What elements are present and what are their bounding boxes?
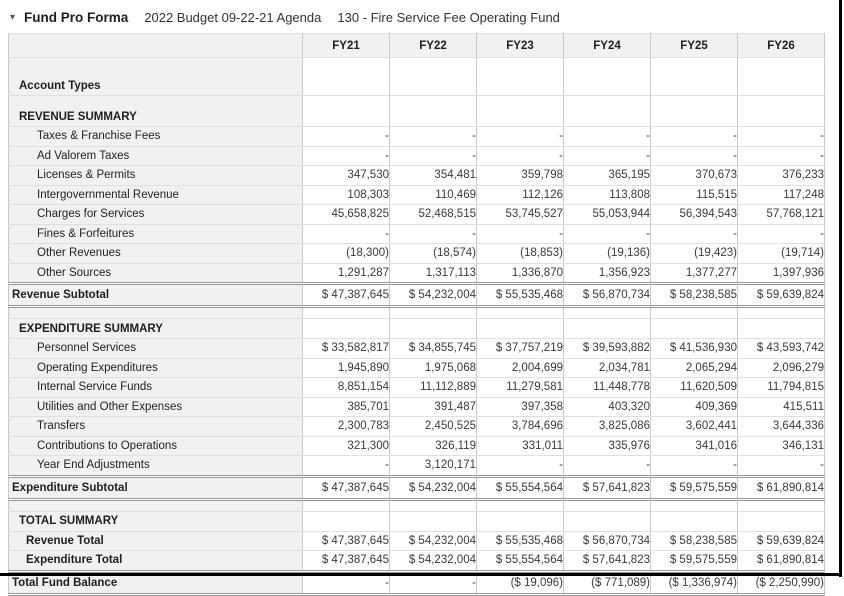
value-cell-fy25: 341,016	[651, 436, 738, 456]
value-cell-fy21: 1,291,287	[303, 263, 390, 284]
value-cell-fy26: -	[738, 456, 825, 477]
value-cell-fy25	[651, 96, 738, 127]
value-cell-fy23: -	[477, 146, 564, 166]
row-label-cell: Expenditure Subtotal	[9, 476, 303, 499]
value-cell-fy25: $ 59,575,559	[651, 476, 738, 499]
value-cell-fy26: $ 61,890,814	[738, 551, 825, 572]
value-cell-fy22: 354,481	[390, 166, 477, 186]
value-cell-fy24: -	[564, 456, 651, 477]
value-cell-fy21	[303, 96, 390, 127]
value-cell-fy21: $ 47,387,645	[303, 476, 390, 499]
value-cell-fy26: -	[738, 127, 825, 147]
value-cell-fy22: 326,119	[390, 436, 477, 456]
value-cell-fy24	[564, 499, 651, 511]
window-right-edge	[839, 0, 842, 577]
row-label-cell: Transfers	[9, 417, 303, 437]
value-cell-fy25: 370,673	[651, 166, 738, 186]
table-row-utilities-and-other-expenses	[9, 397, 825, 417]
value-cell-fy24	[564, 511, 651, 531]
value-cell-fy24: 55,053,944	[564, 205, 651, 225]
value-cell-fy22: 1,975,068	[390, 358, 477, 378]
value-cell-fy24: 2,034,781	[564, 358, 651, 378]
value-cell-fy21: $ 47,387,645	[303, 531, 390, 551]
value-cell-fy21: 45,658,825	[303, 205, 390, 225]
column-header-fy25: FY25	[651, 34, 738, 58]
table-row-spacer	[9, 307, 825, 319]
value-cell-fy21: $ 33,582,817	[303, 339, 390, 359]
fund-table-body	[9, 58, 825, 595]
value-cell-fy24: $ 56,870,734	[564, 531, 651, 551]
row-label-cell: Account Types	[9, 58, 303, 96]
value-cell-fy23	[477, 511, 564, 531]
value-cell-fy23: (18,853)	[477, 244, 564, 264]
value-cell-fy22: -	[390, 571, 477, 594]
value-cell-fy26: -	[738, 146, 825, 166]
table-row-licenses-permits	[9, 166, 825, 186]
value-cell-fy26	[738, 319, 825, 339]
value-cell-fy26	[738, 499, 825, 511]
value-cell-fy22: $ 54,232,004	[390, 284, 477, 307]
table-row-revenue-subtotal	[9, 284, 825, 307]
corner-header-cell	[9, 34, 303, 58]
row-label-cell: Fines & Forfeitures	[9, 224, 303, 244]
value-cell-fy25	[651, 319, 738, 339]
value-cell-fy22: 1,317,113	[390, 263, 477, 284]
value-cell-fy25: 1,377,277	[651, 263, 738, 284]
value-cell-fy21: -	[303, 224, 390, 244]
value-cell-fy26: 57,768,121	[738, 205, 825, 225]
row-label-cell: TOTAL SUMMARY	[9, 511, 303, 531]
value-cell-fy24	[564, 58, 651, 96]
value-cell-fy25	[651, 511, 738, 531]
value-cell-fy26: 346,131	[738, 436, 825, 456]
value-cell-fy21: 385,701	[303, 397, 390, 417]
value-cell-fy23	[477, 499, 564, 511]
value-cell-fy26: (19,714)	[738, 244, 825, 264]
value-cell-fy22: 2,450,525	[390, 417, 477, 437]
value-cell-fy24: 365,195	[564, 166, 651, 186]
column-header-fy23: FY23	[477, 34, 564, 58]
value-cell-fy22: $ 34,855,745	[390, 339, 477, 359]
row-label-cell: Licenses & Permits	[9, 166, 303, 186]
value-cell-fy24: $ 39,593,882	[564, 339, 651, 359]
value-cell-fy24: -	[564, 146, 651, 166]
value-cell-fy25: 56,394,543	[651, 205, 738, 225]
value-cell-fy23: 1,336,870	[477, 263, 564, 284]
value-cell-fy25: 409,369	[651, 397, 738, 417]
value-cell-fy24: 403,320	[564, 397, 651, 417]
value-cell-fy24: $ 57,641,823	[564, 551, 651, 572]
value-cell-fy25: -	[651, 146, 738, 166]
value-cell-fy26: 11,794,815	[738, 378, 825, 398]
value-cell-fy23	[477, 319, 564, 339]
value-cell-fy22: 52,468,515	[390, 205, 477, 225]
row-label-cell: Intergovernmental Revenue	[9, 185, 303, 205]
table-row-intergovernmental-revenue	[9, 185, 825, 205]
table-row-transfers	[9, 417, 825, 437]
value-cell-fy22	[390, 96, 477, 127]
value-cell-fy26: 117,248	[738, 185, 825, 205]
value-cell-fy21: -	[303, 127, 390, 147]
value-cell-fy24: -	[564, 224, 651, 244]
value-cell-fy26: -	[738, 224, 825, 244]
report-title: Fund Pro Forma	[24, 9, 129, 25]
value-cell-fy22	[390, 307, 477, 319]
value-cell-fy21	[303, 307, 390, 319]
value-cell-fy24	[564, 96, 651, 127]
table-row-revenue-total	[9, 531, 825, 551]
value-cell-fy23: 397,358	[477, 397, 564, 417]
value-cell-fy21: 321,300	[303, 436, 390, 456]
value-cell-fy26: $ 61,890,814	[738, 476, 825, 499]
row-label-cell: Ad Valorem Taxes	[9, 146, 303, 166]
table-row-expenditure-total	[9, 551, 825, 572]
value-cell-fy22: $ 54,232,004	[390, 551, 477, 572]
value-cell-fy26: $ 59,639,824	[738, 284, 825, 307]
row-label-cell: Total Fund Balance	[9, 571, 303, 594]
row-label-cell: Charges for Services	[9, 205, 303, 225]
budget-name: 2022 Budget 09-22-21 Agenda	[144, 9, 322, 25]
value-cell-fy21: 1,945,890	[303, 358, 390, 378]
value-cell-fy23: -	[477, 127, 564, 147]
column-header-fy26: FY26	[738, 34, 825, 58]
value-cell-fy24: 1,356,923	[564, 263, 651, 284]
row-label-cell: Personnel Services	[9, 339, 303, 359]
table-row-expenditure-summary	[9, 319, 825, 339]
row-label-cell: Year End Adjustments	[9, 456, 303, 477]
value-cell-fy25	[651, 307, 738, 319]
value-cell-fy22: (18,574)	[390, 244, 477, 264]
value-cell-fy26	[738, 307, 825, 319]
value-cell-fy23: 359,798	[477, 166, 564, 186]
value-cell-fy23: $ 55,535,468	[477, 284, 564, 307]
value-cell-fy25: 3,602,441	[651, 417, 738, 437]
value-cell-fy21: -	[303, 456, 390, 477]
value-cell-fy24	[564, 307, 651, 319]
value-cell-fy24: ($ 771,089)	[564, 571, 651, 594]
row-label-cell: Utilities and Other Expenses	[9, 397, 303, 417]
row-label-cell: Contributions to Operations	[9, 436, 303, 456]
value-cell-fy23: $ 37,757,219	[477, 339, 564, 359]
value-cell-fy22: 110,469	[390, 185, 477, 205]
value-cell-fy22	[390, 58, 477, 96]
column-header-fy22: FY22	[390, 34, 477, 58]
report-titlebar	[10, 7, 576, 27]
value-cell-fy22: 11,112,889	[390, 378, 477, 398]
value-cell-fy25: (19,423)	[651, 244, 738, 264]
table-row-expenditure-subtotal	[9, 476, 825, 499]
row-label-cell: Expenditure Total	[9, 551, 303, 572]
column-header-row	[9, 34, 825, 58]
value-cell-fy22: 3,120,171	[390, 456, 477, 477]
value-cell-fy21: $ 47,387,645	[303, 284, 390, 307]
value-cell-fy24	[564, 319, 651, 339]
window-bottom-edge	[0, 573, 842, 576]
row-label-cell: Revenue Total	[9, 531, 303, 551]
value-cell-fy22: -	[390, 127, 477, 147]
value-cell-fy23: 331,011	[477, 436, 564, 456]
value-cell-fy21	[303, 499, 390, 511]
table-row-ad-valorem-taxes	[9, 146, 825, 166]
fund-name: 130 - Fire Service Fee Operating Fund	[337, 9, 560, 25]
row-label-cell: Operating Expenditures	[9, 358, 303, 378]
value-cell-fy22: $ 54,232,004	[390, 531, 477, 551]
value-cell-fy21: 8,851,154	[303, 378, 390, 398]
value-cell-fy24: 113,808	[564, 185, 651, 205]
table-row-account-types	[9, 58, 825, 96]
value-cell-fy23	[477, 307, 564, 319]
row-label-cell: REVENUE SUMMARY	[9, 96, 303, 127]
value-cell-fy23: -	[477, 456, 564, 477]
value-cell-fy25: ($ 1,336,974)	[651, 571, 738, 594]
value-cell-fy23: 2,004,699	[477, 358, 564, 378]
value-cell-fy21: 347,530	[303, 166, 390, 186]
value-cell-fy22: 391,487	[390, 397, 477, 417]
value-cell-fy24: -	[564, 127, 651, 147]
row-label-cell: EXPENDITURE SUMMARY	[9, 319, 303, 339]
table-row-fines-forfeitures	[9, 224, 825, 244]
value-cell-fy25: -	[651, 224, 738, 244]
value-cell-fy23: ($ 19,096)	[477, 571, 564, 594]
value-cell-fy23	[477, 96, 564, 127]
value-cell-fy21	[303, 511, 390, 531]
table-row-charges-for-services	[9, 205, 825, 225]
value-cell-fy23	[477, 58, 564, 96]
column-header-fy24: FY24	[564, 34, 651, 58]
value-cell-fy21: 2,300,783	[303, 417, 390, 437]
table-row-taxes-franchise-fees	[9, 127, 825, 147]
value-cell-fy23: 11,279,581	[477, 378, 564, 398]
value-cell-fy26: $ 43,593,742	[738, 339, 825, 359]
value-cell-fy23: $ 55,535,468	[477, 531, 564, 551]
value-cell-fy24: $ 57,641,823	[564, 476, 651, 499]
value-cell-fy25: $ 58,238,585	[651, 531, 738, 551]
value-cell-fy26: 376,233	[738, 166, 825, 186]
value-cell-fy25: -	[651, 456, 738, 477]
value-cell-fy21: 108,303	[303, 185, 390, 205]
value-cell-fy23: 3,784,696	[477, 417, 564, 437]
value-cell-fy26	[738, 96, 825, 127]
value-cell-fy24: 3,825,086	[564, 417, 651, 437]
value-cell-fy26: 3,644,336	[738, 417, 825, 437]
value-cell-fy26	[738, 58, 825, 96]
value-cell-fy26: ($ 2,250,990)	[738, 571, 825, 594]
row-label-cell	[9, 499, 303, 511]
value-cell-fy23: 112,126	[477, 185, 564, 205]
value-cell-fy26: $ 59,639,824	[738, 531, 825, 551]
value-cell-fy22: $ 54,232,004	[390, 476, 477, 499]
row-label-cell	[9, 307, 303, 319]
value-cell-fy25: 11,620,509	[651, 378, 738, 398]
table-row-other-sources	[9, 263, 825, 284]
row-label-cell: Other Revenues	[9, 244, 303, 264]
value-cell-fy25: 115,515	[651, 185, 738, 205]
value-cell-fy21	[303, 319, 390, 339]
value-cell-fy22	[390, 499, 477, 511]
value-cell-fy23: $ 55,554,564	[477, 551, 564, 572]
row-label-cell: Internal Service Funds	[9, 378, 303, 398]
value-cell-fy24: $ 56,870,734	[564, 284, 651, 307]
value-cell-fy26: 415,511	[738, 397, 825, 417]
value-cell-fy26: 1,397,936	[738, 263, 825, 284]
row-label-cell: Taxes & Franchise Fees	[9, 127, 303, 147]
table-row-total-summary	[9, 511, 825, 531]
value-cell-fy22: -	[390, 224, 477, 244]
table-row-spacer	[9, 499, 825, 511]
row-label-cell: Revenue Subtotal	[9, 284, 303, 307]
value-cell-fy24: 11,448,778	[564, 378, 651, 398]
value-cell-fy24: 335,976	[564, 436, 651, 456]
value-cell-fy21: -	[303, 571, 390, 594]
value-cell-fy22: -	[390, 146, 477, 166]
table-row-contributions-to-operations	[9, 436, 825, 456]
value-cell-fy25: 2,065,294	[651, 358, 738, 378]
table-row-year-end-adjustments	[9, 456, 825, 477]
value-cell-fy23: -	[477, 224, 564, 244]
value-cell-fy26: 2,096,279	[738, 358, 825, 378]
value-cell-fy21: (18,300)	[303, 244, 390, 264]
value-cell-fy23: 53,745,527	[477, 205, 564, 225]
value-cell-fy25: $ 41,536,930	[651, 339, 738, 359]
table-row-other-revenues	[9, 244, 825, 264]
value-cell-fy22	[390, 319, 477, 339]
value-cell-fy24: (19,136)	[564, 244, 651, 264]
table-row-personnel-services	[9, 339, 825, 359]
value-cell-fy25: -	[651, 127, 738, 147]
table-row-internal-service-funds	[9, 378, 825, 398]
table-row-revenue-summary	[9, 96, 825, 127]
value-cell-fy22	[390, 511, 477, 531]
column-header-fy21: FY21	[303, 34, 390, 58]
value-cell-fy21: $ 47,387,645	[303, 551, 390, 572]
value-cell-fy26	[738, 511, 825, 531]
table-row-operating-expenditures	[9, 358, 825, 378]
value-cell-fy25	[651, 499, 738, 511]
value-cell-fy25	[651, 58, 738, 96]
value-cell-fy23: $ 55,554,564	[477, 476, 564, 499]
fund-pro-forma-table	[8, 33, 825, 596]
value-cell-fy21: -	[303, 146, 390, 166]
row-label-cell: Other Sources	[9, 263, 303, 284]
value-cell-fy21	[303, 58, 390, 96]
value-cell-fy25: $ 58,238,585	[651, 284, 738, 307]
collapse-triangle-icon[interactable]: ▾	[10, 11, 16, 23]
value-cell-fy25: $ 59,575,559	[651, 551, 738, 572]
